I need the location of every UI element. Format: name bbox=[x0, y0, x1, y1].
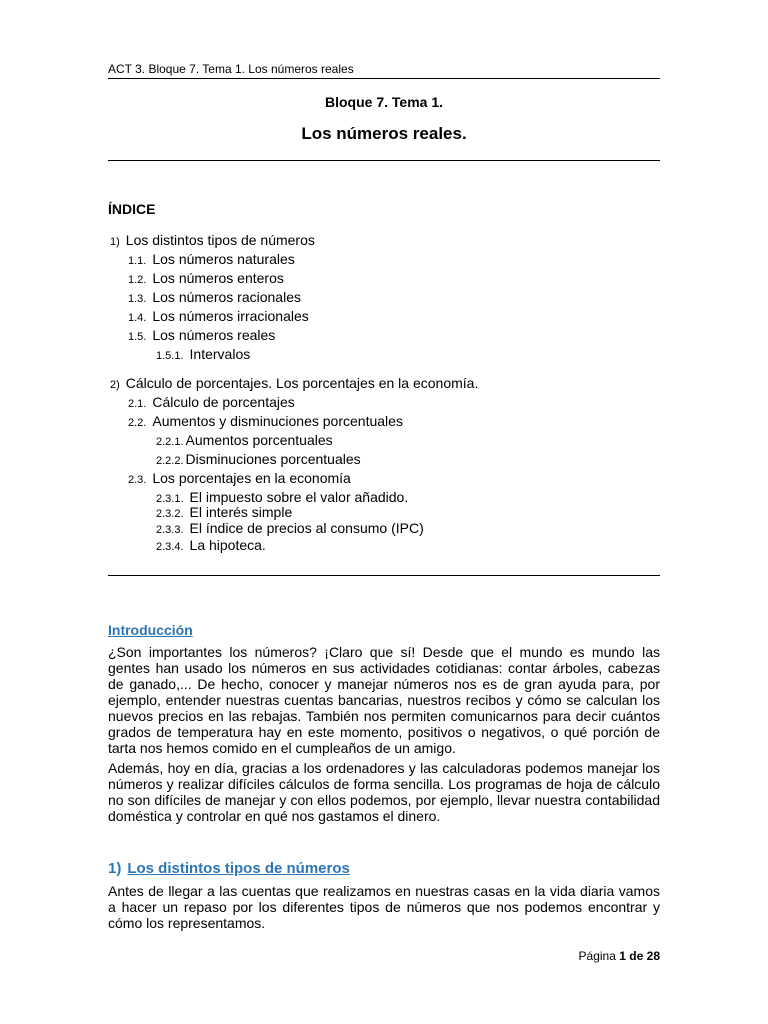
toc-item[interactable]: 1.5.1. Intervalos bbox=[156, 346, 251, 362]
page-word: Página bbox=[578, 949, 616, 963]
toc-item[interactable]: 2.2. Aumentos y disminuciones porcentuales bbox=[128, 413, 403, 429]
title-rule bbox=[108, 160, 660, 161]
toc-item[interactable]: 1.3. Los números racionales bbox=[128, 289, 301, 305]
header-rule bbox=[108, 78, 660, 79]
toc-item[interactable]: 2.3. Los porcentajes en la economía bbox=[128, 470, 351, 486]
section-1-heading bbox=[108, 860, 350, 877]
page-current: 1 bbox=[619, 949, 626, 963]
running-header: ACT 3. Bloque 7. Tema 1. Los números reales bbox=[108, 62, 354, 76]
block-title: Bloque 7. Tema 1. bbox=[325, 94, 443, 110]
section-1-title: Los distintos tipos de números bbox=[127, 860, 350, 877]
page-total: 28 bbox=[646, 949, 660, 963]
document-page bbox=[108, 0, 660, 1024]
section-1-number: 1) bbox=[108, 860, 122, 877]
toc-heading: ÍNDICE bbox=[108, 201, 156, 217]
intro-paragraph-2: Además, hoy en día, gracias a los ordenadores y las calculadoras podemos manejar los números y realizar difíciles cálculos de forma sencilla. Los programas de hoja de cálculo no son difíciles de manejar y con ellos podemos, por ejemplo, llevar nuestra contabilidad doméstica y controlar en qué nos gastamos el dinero. bbox=[108, 760, 660, 824]
intro-paragraph-1: ¿Son importantes los números? ¡Claro que sí! Desde que el mundo es mundo las gentes han usado los números en sus actividades cotidianas: contar árboles, cabezas de ganado,... De hecho, conocer y manejar números nos es de gran ayuda para, por ejemplo, entender nuestras cuentas bancarias, nuestros recibos y cómo se calculan los nuevos precios en las rebajas. También nos permiten comunicarnos para decir cuántos grados de temperatura hay en este momento, positivos o negativos, o qué porción de tarta nos hemos comido en el cumpleaños de un amigo. bbox=[108, 644, 660, 756]
toc-item[interactable]: 2.3.3. El índice de precios al consumo (IPC) bbox=[156, 520, 424, 536]
toc-item[interactable]: 2.3.2. El interés simple bbox=[156, 504, 293, 520]
toc-item[interactable]: 1.1. Los números naturales bbox=[128, 251, 295, 267]
toc-rule bbox=[108, 575, 660, 576]
toc-item[interactable]: 2.1. Cálculo de porcentajes bbox=[128, 394, 295, 410]
page-footer bbox=[579, 949, 660, 963]
toc-item[interactable]: 1.4. Los números irracionales bbox=[128, 308, 309, 324]
intro-heading: Introducción bbox=[108, 622, 193, 638]
of-word: de bbox=[629, 949, 644, 963]
toc-item[interactable]: 1) Los distintos tipos de números bbox=[110, 232, 315, 248]
toc-item[interactable]: 2.3.1. El impuesto sobre el valor añadido. bbox=[156, 489, 409, 505]
toc-item[interactable]: 2.2.2. Disminuciones porcentuales bbox=[156, 451, 361, 467]
toc-item[interactable]: 2.2.1. Aumentos porcentuales bbox=[156, 432, 333, 448]
toc-item[interactable]: 1.5. Los números reales bbox=[128, 327, 276, 343]
page-title: Los números reales. bbox=[301, 124, 467, 143]
toc-item[interactable]: 1.2. Los números enteros bbox=[128, 270, 284, 286]
section-1-paragraph: Antes de llegar a las cuentas que realizamos en nuestras casas en la vida diaria vamos a hacer un repaso por los diferentes tipos de números que nos podemos encontrar y cómo los representamos. bbox=[108, 883, 660, 931]
toc-item[interactable]: 2) Cálculo de porcentajes. Los porcentajes en la economía. bbox=[110, 375, 479, 391]
toc-item[interactable]: 2.3.4. La hipoteca. bbox=[156, 537, 266, 553]
